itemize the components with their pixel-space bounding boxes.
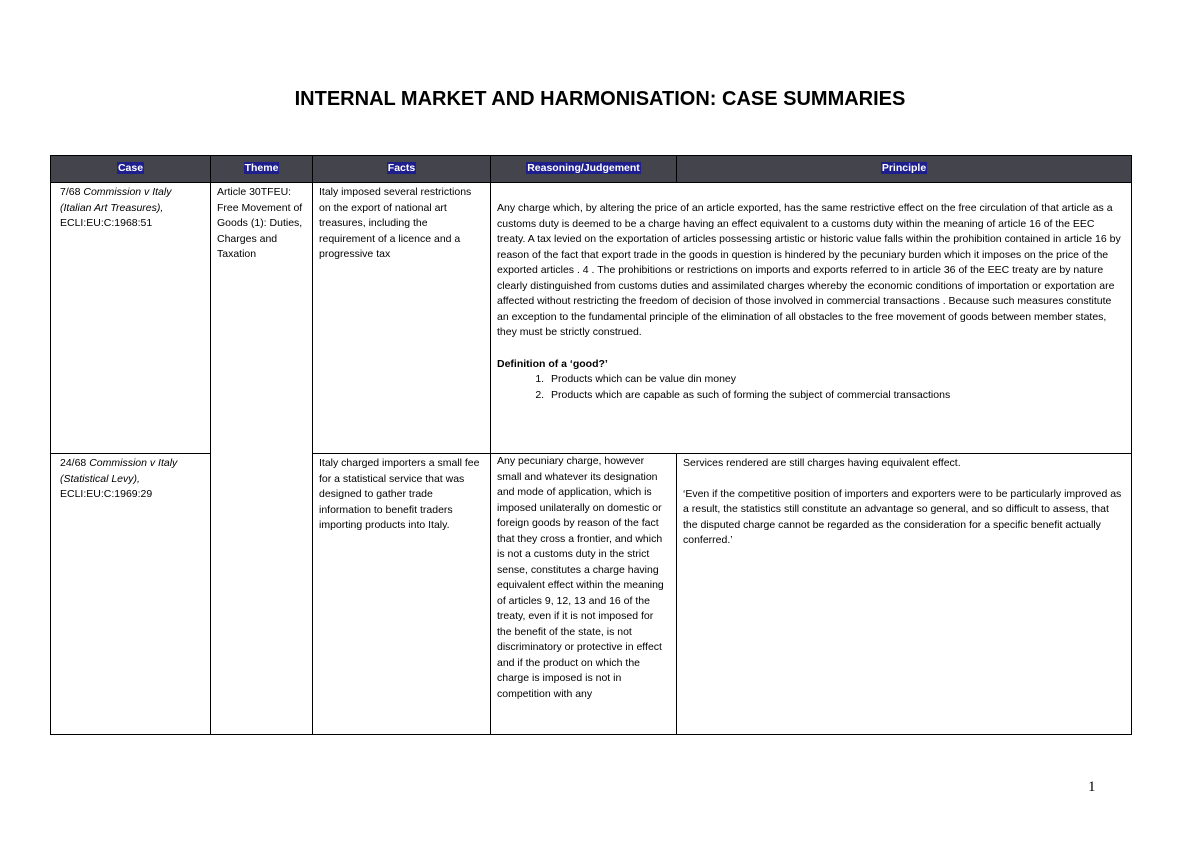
header-reasoning: Reasoning/Judgement: [491, 156, 677, 183]
case-summary-table: [50, 155, 1132, 735]
case-name: Commission v Italy (Statistical Levy),: [60, 457, 178, 485]
principle-text: Services rendered are still charges having equivalent effect.: [683, 457, 961, 469]
header-case: Case: [51, 156, 211, 183]
reasoning-cell: [491, 454, 677, 735]
definition-list: [497, 372, 1125, 403]
case-number: 24/68: [60, 457, 87, 469]
case-cell: [51, 183, 211, 454]
reasoning-principle-cell: [491, 183, 1132, 454]
header-facts: Facts: [313, 156, 491, 183]
list-item: 1. Products which can be value din money: [547, 372, 1125, 388]
case-number: 7/68: [60, 186, 81, 198]
table-row: [51, 454, 1132, 735]
reasoning-text: Any pecuniary charge, however small and whatever its designation and mode of application, which is imposed unilaterally on domestic or foreign goods by reason of the fact that they cross a frontier, and which is not a customs duty in the strict sense, constitutes a charge having equivalent effect within the meaning of articles 9, 12, 13 and 16 of the treaty, even if it is not imposed for the benefit of the state, is not discriminatory or protective in effect and if the product on which the charge is imposed is not in competition with any: [497, 455, 664, 700]
list-item: 2. Products which are capable as such of forming the subject of commercial transactions: [547, 388, 1125, 404]
header-principle: Principle: [677, 156, 1132, 183]
theme-cell-continued: [211, 454, 313, 735]
page-number: 1: [1088, 779, 1096, 795]
definition-title: Definition of a ‘good?’: [497, 357, 608, 370]
principle-cell: [677, 454, 1132, 735]
case-ecli: ECLI:EU:C:1968:51: [60, 217, 153, 229]
table-row: [51, 183, 1132, 454]
reasoning-text: Any charge which, by altering the price of an article exported, has the same restrictive effect on the free circulation of that article as a customs duty is deemed to be a charge having an effect equivalent to a customs duty within the meaning of article 16 of the EEC treaty. A tax levied on the exportation of articles possessing artistic or historic value falls within the prohibition contained in article 16 by reason of the fact that export trade in the goods in question is hindered by the pecuniary burden which it imposes on the price of the exported articles . 4 . The prohibitions or restrictions on imports and exports referred to in article 36 of the EEC treaty are by nature clearly distinguished from customs duties and assimilated charges whereby the economic conditions of importation or exportation are affected without restricting the freedom of decision of those involved in commercial transactions . Because such measures constitute an exception to the fundamental principle of the elimination of all obstacles to the free movement of goods between member states, they must be strictly construed.: [497, 202, 1121, 338]
case-ecli: ECLI:EU:C:1969:29: [60, 488, 153, 500]
case-cell: [51, 454, 211, 735]
theme-cell: Article 30TFEU: Free Movement of Goods (1): Duties, Charges and Taxation: [211, 183, 313, 454]
table-header-row: [51, 156, 1132, 183]
principle-quote: ‘Even if the competitive position of importers and exporters were to be particularly improved as a result, the statistics still constitute an advantage so general, and so difficult to assess, that the disputed charge cannot be regarded as the consideration for a specific benefit actually conferred.’: [683, 487, 1122, 546]
facts-cell: Italy imposed several restrictions on the export of national art treasures, including the requirement of a licence and a progressive tax: [313, 183, 491, 454]
header-theme: Theme: [211, 156, 313, 183]
case-name: Commission v Italy (Italian Art Treasures),: [60, 186, 172, 214]
facts-cell: Italy charged importers a small fee for a statistical service that was designed to gather trade information to benefit traders importing products into Italy.: [313, 454, 491, 735]
document-title: INTERNAL MARKET AND HARMONISATION: CASE SUMMARIES: [294, 88, 906, 110]
